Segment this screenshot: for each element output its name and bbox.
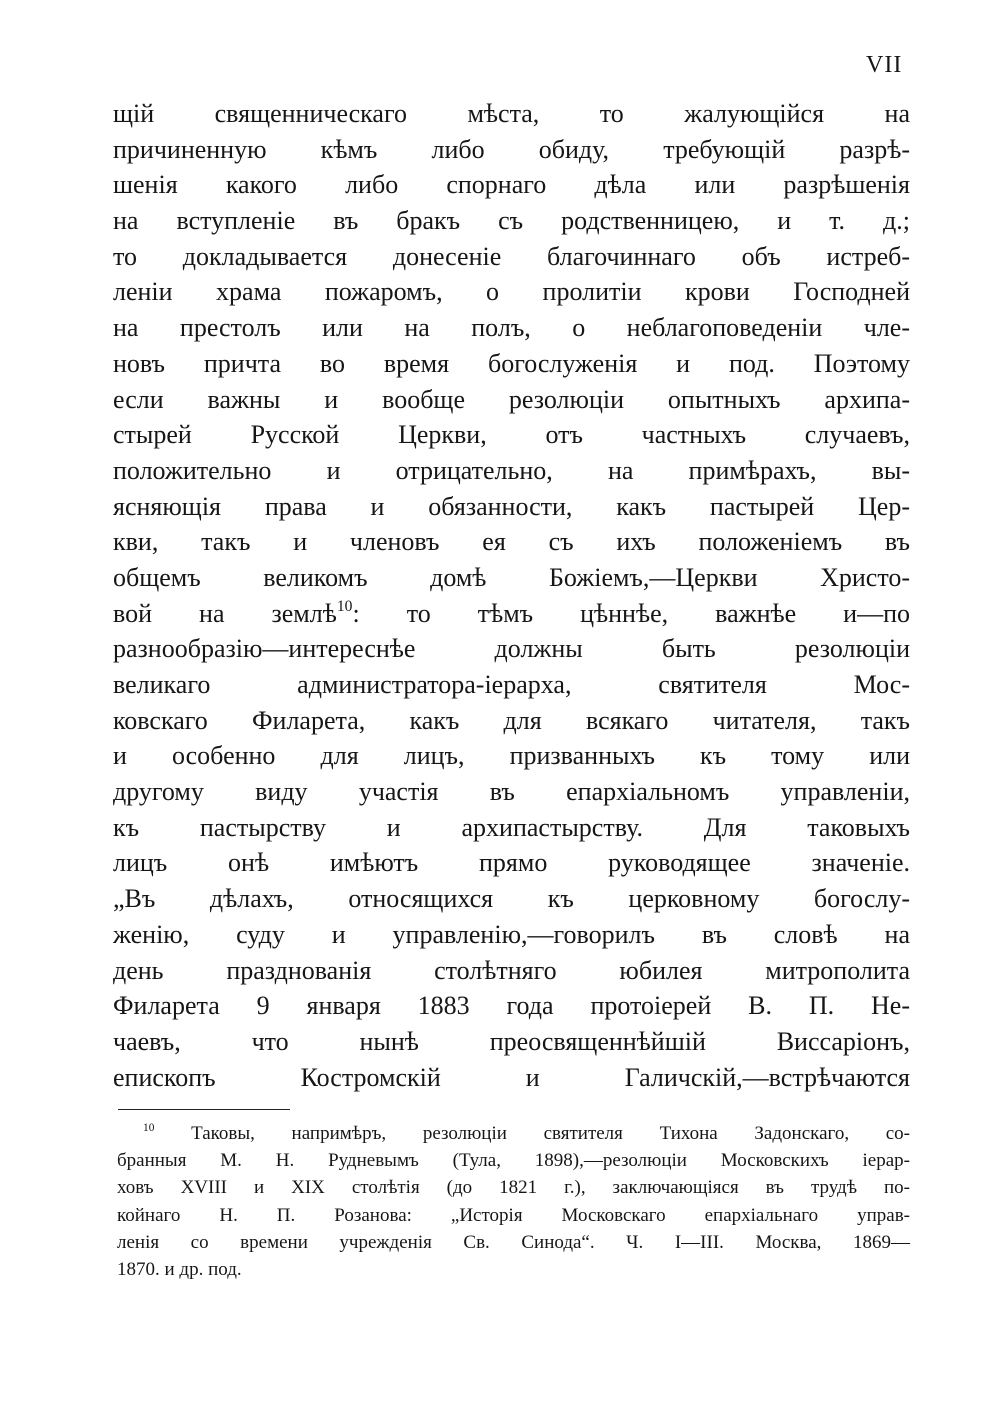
footnote-line: бранныя М. Н. Рудневымъ (Тула, 1898),—резолюціи Московскихъ іерар- xyxy=(117,1150,910,1172)
text-line-end: : то тѣмъ цѣннѣе, важнѣе и—по xyxy=(352,598,910,628)
text-line: и особенно для лицъ, призванныхъ къ тому или xyxy=(113,741,910,771)
page-number: VII xyxy=(866,52,903,78)
footnote-line: ленія со времени учрежденія Св. Синода“. Ч. I—III. Москва, 1869— xyxy=(117,1231,910,1253)
text-line: шенія какого либо спорнаго дѣла или разрѣшенія xyxy=(113,170,910,200)
text-line-start: вой на землѣ xyxy=(113,598,337,628)
text-line: кви, такъ и членовъ ея съ ихъ положеніемъ въ xyxy=(113,527,910,557)
text-line: если важны и вообще резолюціи опытныхъ архипа- xyxy=(113,384,910,414)
text-line: женію, суду и управленію,—говорилъ въ словѣ на xyxy=(113,919,910,949)
text-line: другому виду участія въ епархіальномъ управленіи, xyxy=(113,777,910,807)
body-text xyxy=(113,96,910,1095)
text-line: лицъ онѣ имѣютъ прямо руководящее значеніе. xyxy=(113,848,910,878)
text-line: щій священническаго мѣста, то жалующійся на xyxy=(113,99,910,128)
text-line: то докладывается донесеніе благочиннаго объ истреб- xyxy=(113,241,910,271)
text-line: ковскаго Филарета, какъ для всякаго читателя, такъ xyxy=(113,705,910,735)
text-line: на вступленіе въ бракъ съ родственницею, и т. д.; xyxy=(113,206,910,236)
text-line: причиненную кѣмъ либо обиду, требующій разрѣ- xyxy=(113,134,910,164)
text-line: стырей Русской Церкви, отъ частныхъ случаевъ, xyxy=(113,420,910,450)
text-line: чаевъ, что нынѣ преосвященнѣйшій Виссаріонъ, xyxy=(113,1026,910,1056)
text-line xyxy=(113,596,910,632)
text-line: новъ причта во время богослуженія и под. Поэтому xyxy=(113,348,910,378)
text-line: Филарета 9 января 1883 года протоіерей В. П. Не- xyxy=(113,991,910,1021)
footnote-line: ховъ XVIII и XIX столѣтія (до 1821 г.), заключающіяся въ трудѣ по- xyxy=(117,1177,910,1199)
text-line: „Въ дѣлахъ, относящихся къ церковному богослу- xyxy=(113,884,910,914)
footnote-reference[interactable]: 10 xyxy=(336,597,353,615)
text-line: къ пастырству и архипастырству. Для таковыхъ xyxy=(113,812,910,842)
text-line: на престолъ или на полъ, о неблагоповеденіи чле- xyxy=(113,313,910,343)
footnote-divider xyxy=(118,1109,290,1110)
footnote-line: койнаго Н. П. Розанова: „Исторія Московскаго епархіальнаго управ- xyxy=(117,1204,910,1226)
footnote-line xyxy=(117,1120,910,1147)
footnote-text: Таковы, напримѣръ, резолюціи святителя Тихона Задонскаго, со- xyxy=(191,1123,910,1144)
footnote-number: 10 xyxy=(143,1122,155,1135)
text-line: ясняющія права и обязанности, какъ пастырей Цер- xyxy=(113,491,910,521)
text-line: епископъ Костромскій и Галичскій,—встрѣчаются xyxy=(113,1062,910,1092)
text-line: положительно и отрицательно, на примѣрахъ, вы- xyxy=(113,455,910,485)
text-line: общемъ великомъ домѣ Божіемъ,—Церкви Христо- xyxy=(113,562,910,592)
text-line: день празднованія столѣтняго юбилея митрополита xyxy=(113,955,910,985)
footnote-line: 1870. и др. под. xyxy=(117,1258,242,1280)
text-line: разнообразію—интереснѣе должны быть резолюціи xyxy=(113,634,910,664)
text-line: леніи храма пожаромъ, о пролитіи крови Господней xyxy=(113,277,910,307)
footnotes xyxy=(117,1120,910,1283)
text-line: великаго администратора-іерарха, святителя Мос- xyxy=(113,670,910,699)
